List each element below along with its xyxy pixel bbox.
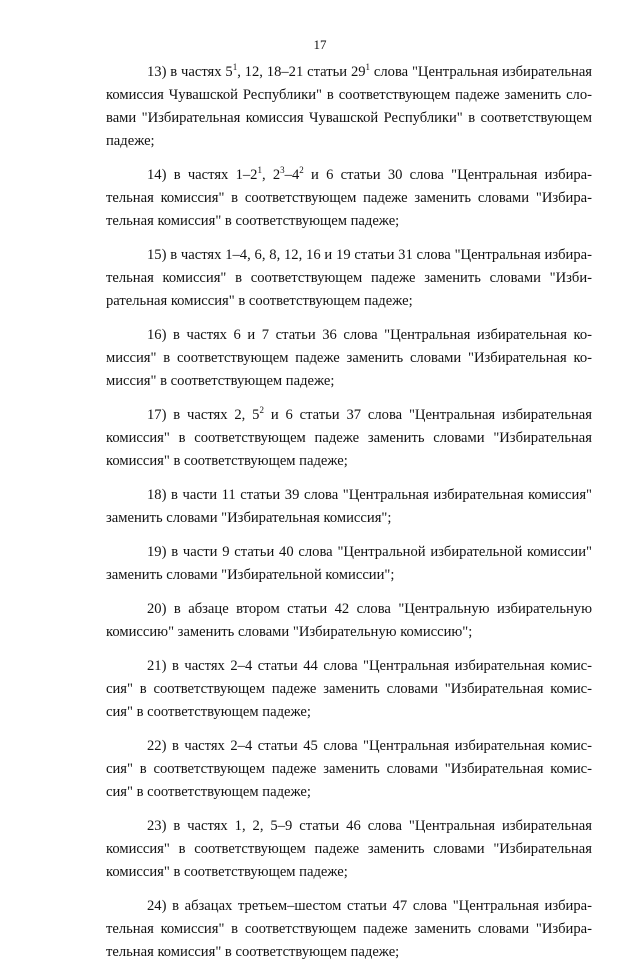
text-line: [106, 244, 592, 267]
text-segment: 16) в частях 6 и 7 статьи 36 слова "Центральная избирательная ко-: [147, 327, 592, 343]
amendment-item: [106, 598, 592, 644]
text-segment: 24) в абзацах третьем–шестом статьи 47 слова "Центральная избира-: [147, 898, 592, 914]
text-line: [106, 735, 592, 758]
text-segment: тельная комиссия" в соответствующем падеже;: [106, 213, 400, 229]
amendment-item: [106, 404, 592, 473]
text-line: [106, 61, 592, 84]
text-line: [106, 507, 592, 530]
text-segment: миссия" в соответствующем падеже;: [106, 373, 335, 389]
text-line: [106, 895, 592, 918]
text-line: [106, 941, 592, 964]
text-segment: комиссия" в соответствующем падеже;: [106, 864, 348, 880]
text-segment: –4: [284, 167, 300, 183]
text-segment: 17) в частях 2, 5: [147, 407, 260, 423]
superscript: 2: [259, 405, 264, 415]
text-line: [106, 347, 592, 370]
text-segment: и 6 статьи 37 слова "Центральная избирательная: [263, 407, 592, 423]
text-segment: 20) в абзаце втором статьи 42 слова "Центральную избирательную: [147, 601, 592, 617]
text-segment: 13) в частях 5: [147, 64, 233, 80]
text-line: [106, 598, 592, 621]
text-segment: заменить словами "Избирательная комиссия";: [106, 510, 392, 526]
text-segment: тельная комиссия" в соответствующем падеже;: [106, 944, 400, 960]
text-segment: сия" в соответствующем падеже заменить словами "Избирательная комис-: [106, 761, 592, 777]
amendment-item: [106, 895, 592, 964]
text-line: [106, 450, 592, 473]
text-segment: сия" в соответствующем падеже заменить словами "Избирательная комис-: [106, 681, 592, 697]
text-line: [106, 781, 592, 804]
text-line: [106, 541, 592, 564]
superscript: 2: [299, 165, 304, 175]
text-segment: вами "Избирательная комиссия Чувашской Республики" в соответствующем: [106, 110, 592, 126]
text-segment: комиссия" в соответствующем падеже заменить словами "Избирательная: [106, 430, 592, 446]
amendment-item: [106, 244, 592, 313]
amendment-item: [106, 655, 592, 724]
text-line: [106, 758, 592, 781]
text-line: [106, 918, 592, 941]
text-segment: падеже;: [106, 133, 155, 149]
amendment-item: [106, 164, 592, 233]
amendment-item: [106, 735, 592, 804]
document-body: [106, 61, 592, 975]
text-line: [106, 370, 592, 393]
text-line: [106, 838, 592, 861]
text-line: [106, 164, 592, 187]
text-segment: слова "Центральная избирательная: [370, 64, 593, 80]
text-line: [106, 484, 592, 507]
text-line: [106, 621, 592, 644]
text-segment: миссия" в соответствующем падеже заменить словами "Избирательная ко-: [106, 350, 592, 366]
text-segment: и 6 статьи 30 слова "Центральная избира-: [303, 167, 593, 183]
amendment-item: [106, 324, 592, 393]
text-segment: , 12, 18–21 статьи 29: [237, 64, 366, 80]
text-line: [106, 815, 592, 838]
text-segment: сия" в соответствующем падеже;: [106, 704, 311, 720]
text-segment: комиссия" в соответствующем падеже заменить словами "Избирательная: [106, 841, 592, 857]
text-line: [106, 84, 592, 107]
text-line: [106, 564, 592, 587]
text-segment: 23) в частях 1, 2, 5–9 статьи 46 слова "Центральная избирательная: [147, 818, 592, 834]
text-segment: тельная комиссия" в соответствующем падеже заменить словами "Избира-: [106, 921, 592, 937]
text-segment: сия" в соответствующем падеже;: [106, 784, 311, 800]
text-segment: 18) в части 11 статьи 39 слова "Центральная избирательная комиссия": [147, 487, 592, 503]
text-line: [106, 678, 592, 701]
text-line: [106, 290, 592, 313]
text-line: [106, 701, 592, 724]
text-line: [106, 267, 592, 290]
text-segment: 21) в частях 2–4 статьи 44 слова "Центральная избирательная комис-: [147, 658, 592, 674]
superscript: 1: [365, 62, 371, 72]
text-segment: 19) в части 9 статьи 40 слова "Центральной избирательной комиссии": [147, 544, 592, 560]
text-segment: комиссия" в соответствующем падеже;: [106, 453, 348, 469]
text-line: [106, 210, 592, 233]
text-line: [106, 404, 592, 427]
amendment-item: [106, 61, 592, 153]
text-segment: 15) в частях 1–4, 6, 8, 12, 16 и 19 статьи 31 слова "Центральная избира-: [147, 247, 592, 263]
superscript: 1: [232, 62, 238, 72]
amendment-item: [106, 541, 592, 587]
superscript: 3: [280, 165, 285, 175]
text-line: [106, 427, 592, 450]
text-segment: 14) в частях 1–2: [147, 167, 258, 183]
text-line: [106, 187, 592, 210]
superscript: 1: [257, 165, 262, 175]
text-line: [106, 107, 592, 130]
text-line: [106, 655, 592, 678]
text-segment: , 2: [261, 167, 281, 183]
text-segment: тельная комиссия" в соответствующем падеже заменить словами "Избира-: [106, 190, 592, 206]
text-segment: комиссию" заменить словами "Избирательную комиссию";: [106, 624, 473, 640]
text-line: [106, 324, 592, 347]
text-segment: комиссия Чувашской Республики" в соответствующем падеже заменить сло-: [106, 87, 592, 103]
amendment-item: [106, 815, 592, 884]
text-line: [106, 130, 592, 153]
text-segment: заменить словами "Избирательной комиссии";: [106, 567, 395, 583]
text-line: [106, 861, 592, 884]
text-segment: тельная комиссия" в соответствующем падеже заменить словами "Изби-: [106, 270, 592, 286]
amendment-item: [106, 484, 592, 530]
text-segment: рательная комиссия" в соответствующем падеже;: [106, 293, 413, 309]
page-number: 17: [313, 37, 327, 52]
text-segment: 22) в частях 2–4 статьи 45 слова "Центральная избирательная комис-: [147, 738, 592, 754]
